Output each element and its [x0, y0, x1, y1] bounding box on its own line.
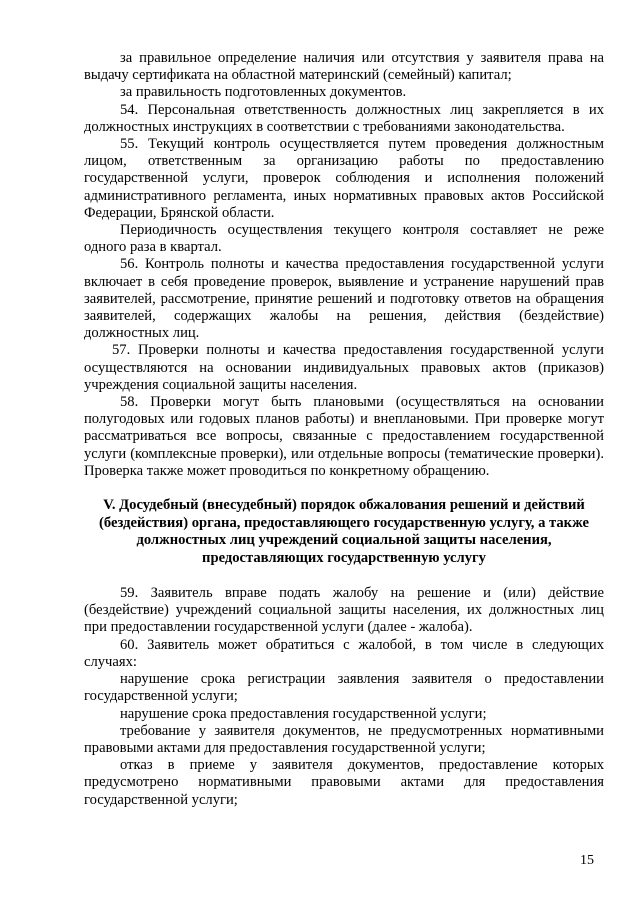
list-item: отказ в приеме у заявителя документов, предоставление которых предусмотрено нормативными правовыми актами для предоставления государственной услуги;	[84, 757, 604, 808]
paragraph: 57. Проверки полноты и качества предоставления государственной услуги осуществляются на основании индивидуальных правовых актов (приказов) учреждения социальной защиты населения.	[84, 342, 604, 393]
paragraph: 55. Текущий контроль осуществляется путем проведения должностным лицом, ответственным за организацию работы по предоставлению государственной услуги, проверок соблюдения и исполнения положений административного регламента, иных нормативных правовых актов Российской Федерации, Брянской области.	[84, 136, 604, 221]
paragraph: 59. Заявитель вправе подать жалобу на решение и (или) действие (бездействие) учреждений социальной защиты населения, их должностных лиц при предоставлении государственной услуги (далее - жалоба).	[84, 585, 604, 636]
list-item: требование у заявителя документов, не предусмотренных нормативными правовыми актами для предоставления государственной услуги;	[84, 722, 604, 756]
page-content	[84, 50, 604, 809]
section-heading: V. Досудебный (внесудебный) порядок обжалования решений и действий (бездействия) органа, предоставляющего государственную услугу, а также должностных лиц учреждений социальной защиты населения, предоставляющих государственную услугу	[99, 497, 589, 566]
paragraph: 54. Персональная ответственность должностных лиц закрепляется в их должностных инструкциях в соответствии с требованиями законодательства.	[84, 101, 604, 135]
page-number: 15	[580, 853, 594, 868]
paragraph: 60. Заявитель может обратиться с жалобой, в том числе в следующих случаях:	[84, 636, 604, 670]
paragraph: 56. Контроль полноты и качества предоставления государственной услуги включает в себя проведение проверок, выявление и устранение нарушений прав заявителей, рассмотрение, принятие решений и подготовку ответов на обращения заявителей, содержащих жалобы на решения, действия (бездействие) должностных лиц.	[84, 256, 604, 342]
list-item: нарушение срока предоставления государственной услуги;	[120, 705, 487, 722]
paragraph: за правильность подготовленных документов.	[120, 84, 407, 101]
list-item: нарушение срока регистрации заявления заявителя о предоставлении государственной услуги;	[84, 671, 604, 705]
paragraph: за правильное определение наличия или отсутствия у заявителя права на выдачу сертификата на областной материнский (семейный) капитал;	[84, 50, 604, 84]
paragraph: Периодичность осуществления текущего контроля составляет не реже одного раза в квартал.	[84, 222, 604, 256]
paragraph: 58. Проверки могут быть плановыми (осуществляться на основании полугодовых или годовых планов работы) и внеплановыми. При проверке могут рассматриваться все вопросы, связанные с предоставлением государственной услуги (комплексные проверки), или отдельные вопросы (тематические проверки). Проверка также может проводиться по конкретному обращению.	[84, 394, 604, 479]
